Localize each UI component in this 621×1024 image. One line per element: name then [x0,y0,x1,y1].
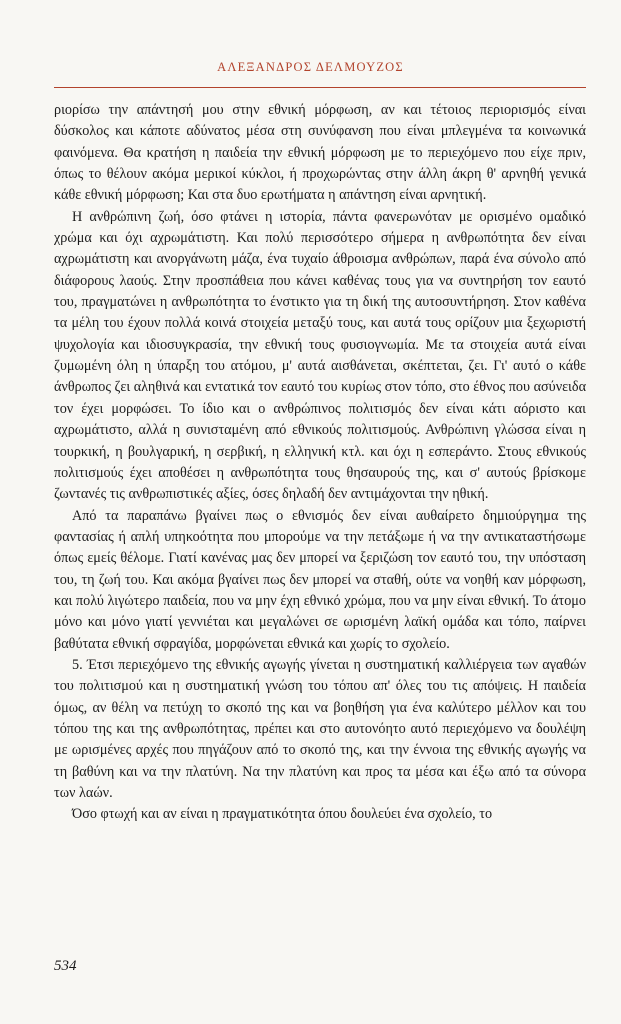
paragraph: Η ανθρώπινη ζωή, όσο φτάνει η ιστορία, πάντα φανερωνόταν με ορισμένο ομαδικό χρώμα και όχι αχρωμάτιστη. Και πολύ περισσότερο σήμερα η ανθρωπότητα δεν είναι αχρωμάτιστη και ανοργάνωτη μάζα, ένα τυχαίο άθροισμα ανθρώπων, παρά ένα σύνολο από διάφορους λαούς. Στην προσπάθεια που κάνει καθένας τους για να συντηρήση τον εαυτό του, πραγματώνει η ανθρωπότητα το ένστικτο για τη δική της αυτοσυντήρηση. Στον καθένα τα μέλη του έχουν πολλά κοινά στοιχεία μεταξύ τους, και αυτά τους ορίζουν μια ξεχωριστή ψυχολογία και ιδιοσυγκρασία, την εθνική τους φυσιογνωμία. Με τα στοιχεία αυτά είναι ζυμωμένη όλη η ύπαρξη του ατόμου, μ' αυτά αισθάνεται, σκέπτεται, ζει. Γι' αυτό ο κάθε άνθρωπος ζει αληθινά και εντατικά τον εαυτό του κυρίως στον τόπο, στο έθνος που ασύνειδα τον έχει μορφώσει. Το ίδιο και ο ανθρώπινος πολιτισμός δεν είναι κάτι αόριστο και αχρωμάτιστο, αλλά η συνισταμένη από εθνικούς πολιτισμούς. Ανθρώπινη γλώσσα είναι η τουρκική, η βουλγαρική, η σερβική, η ελληνική κτλ. και όχι η εσπεράντο. Στους εθνικούς πολιτισμούς έχει αποθέσει η ανθρωπότητα τους θησαυρούς της, και σ' αυτούς βρίσκομε ζωντανές τις ανθρωπιστικές αξίες, όσες δηλαδή δεν αντιμάχονται την ηθική. [54,208,586,503]
header-rule [54,87,586,88]
paragraph: Όσο φτωχή και αν είναι η πραγματικότητα όπου δουλεύει ένα σχολείο, το [72,806,493,823]
body-text [54,100,586,826]
page-number: 534 [54,958,77,974]
paragraph-numbered-5: 5. Έτσι περιεχόμενο της εθνικής αγωγής γίνεται η συστηματική καλλιέργεια των αγαθών του πολιτισμού και η συστηματική γνώση του τόπου απ' όλες του τις απόψεις. Η παιδεία όμως, αν θέλη να πετύχη το σκοπό της και να βοηθήση για ένα καλύτερο μέλλον και του τόπου της και της ανθρωπότητας, πρέπει και στο αυτονόητο αυτό περιεχόμενο να δουλέψη με ωρισμένες αρχές που πηγάζουν από το σκοπό της, και την έννοια της εθνικής αγωγής να τη βαθύνη και να την πλατύνη. Να την πλατύνη και προς τα μέσα και έξω από τα σύνορα των λαών. [54,656,586,801]
paragraph: Από τα παραπάνω βγαίνει πως ο εθνισμός δεν είναι αυθαίρετο δημιούργημα της φαντασίας ή απλή υπηκοότητα που μπορούμε να την πετάξωμε ή να την αντικαταστήσωμε όπως εμείς θέλομε. Γιατί κανένας μας δεν μπορεί να ξεριζώση τον εαυτό του, την υπόσταση του, τη ζωή του. Και ακόμα βγαίνει πως δεν μπορεί να σταθή, ούτε να νοηθή καν μόρφωση, και πολύ λιγώτερο παιδεία, που να μην έχη εθνικό χρώμα, που να μην είναι εθνική. Το άτομο μόνο και μόνο γιατί γεννιέται και μεγαλώνει σε ωρισμένη λαϊκή ομάδα και τόπο, παίρνει βαθύτατα εθνική σφραγίδα, μορφώνεται εθνικά και χωρίς το σχολείο. [54,507,586,652]
paragraph-continued: ριορίσω την απάντησή μου στην εθνική μόρφωση, αν και τέτοιος περιορισμός είναι δύσκολος και κάποτε αδύνατος μέσα στη συνύφανση που είναι μπλεγμένα τα κοινωνικά φαινόμενα. Θα κρατήση η παιδεία την εθνική μόρφωση με το περιεχόμενο που είχε πριν, όπως το θέλουν ακόμα μερικοί κύκλοι, ή προχωρώντας στην άλλη άκρη θ' αρνηθή γενικά κάθε εθνική μόρφωση; Και στα δυο ερωτήματα η απάντηση είναι αρνητική. [54,102,586,204]
running-head-title: ΑΛΕΞΑΝΔΡΟΣ ΔΕΛΜΟΥΖΟΣ [217,60,404,74]
